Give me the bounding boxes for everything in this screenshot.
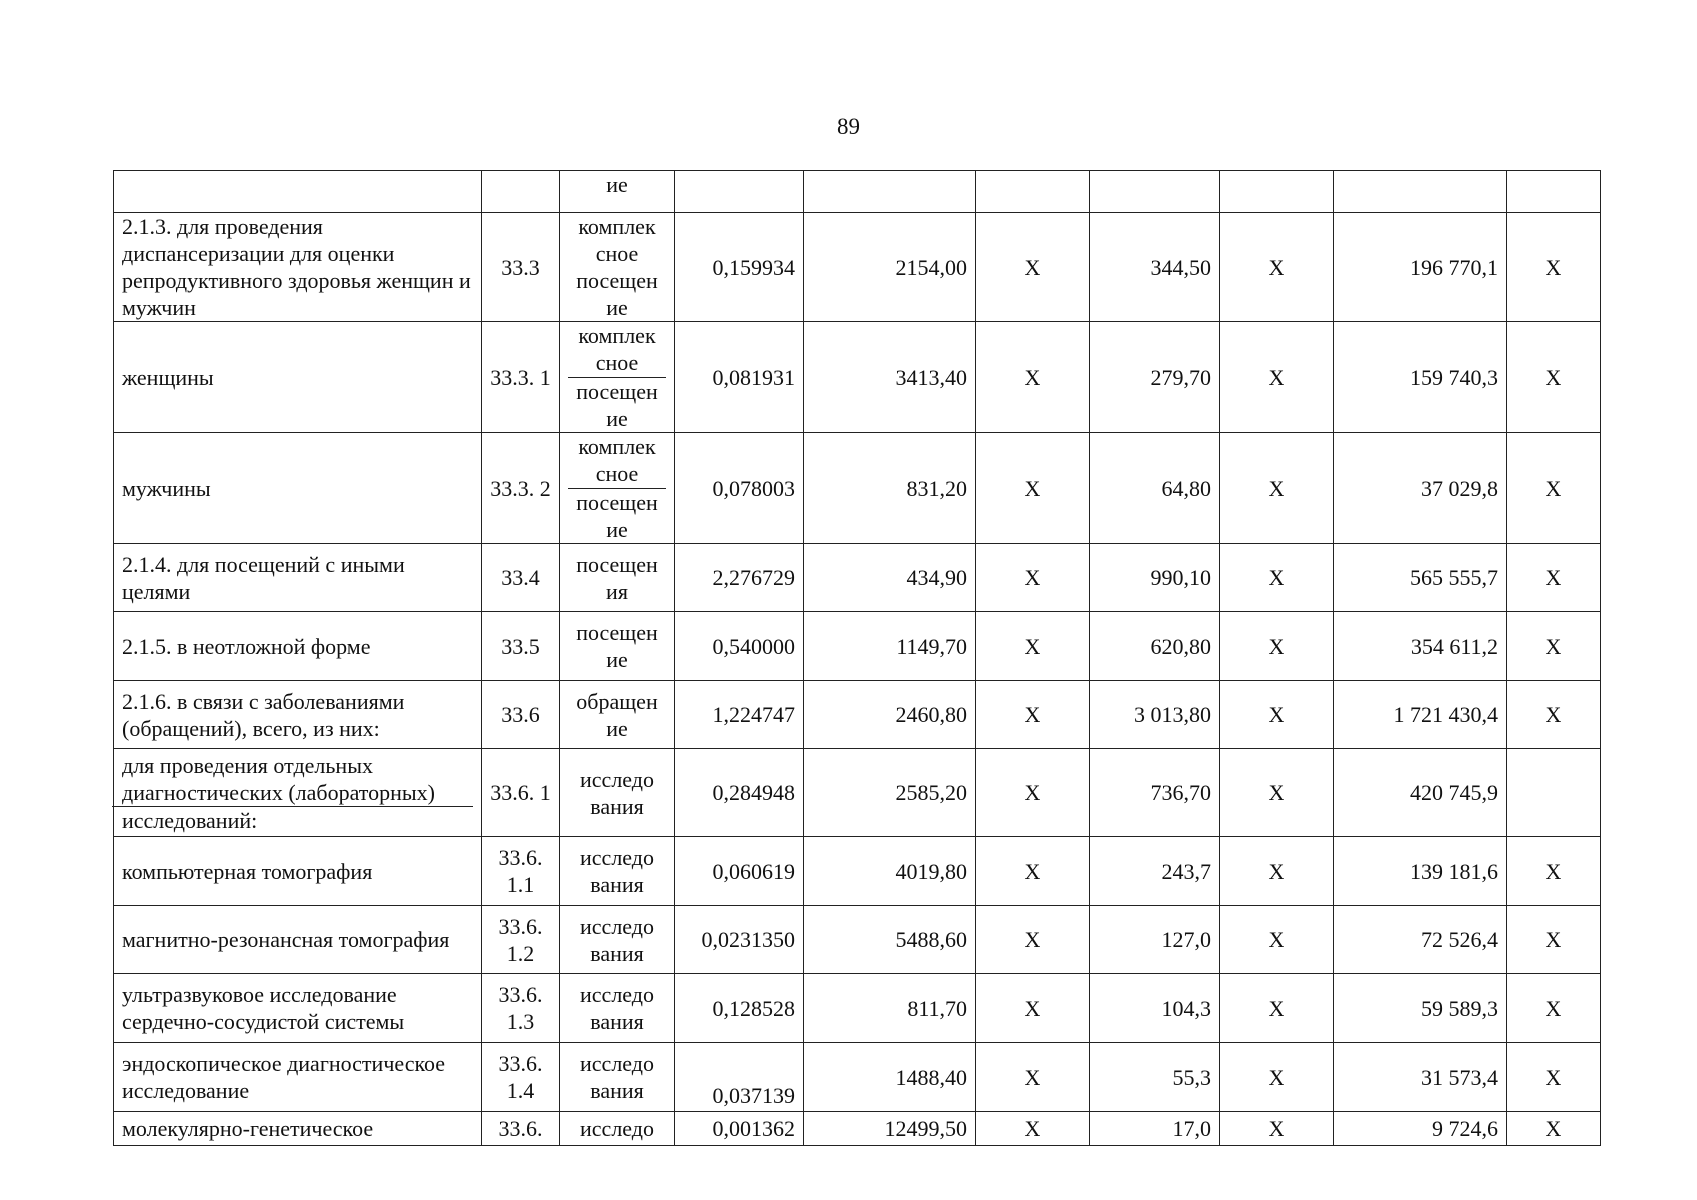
cell-unit-top: комплек сное: [568, 322, 666, 378]
cell-name: [114, 749, 482, 837]
cell-total: 72 526,4: [1334, 906, 1507, 974]
cell-total: [1334, 171, 1507, 213]
table-row: [114, 974, 1601, 1043]
cell-total: 565 555,7: [1334, 544, 1507, 612]
cell-name: магнитно-резонансная томография: [114, 906, 482, 974]
cell-norm: 2,276729: [675, 544, 804, 612]
cell-cost: 4019,80: [804, 837, 976, 906]
cell-name: 2.1.4. для посещений с иными целями: [114, 544, 482, 612]
cell-name: 2.1.3. для проведения диспансеризации для оценки репродуктивного здоровья женщин и мужчин: [114, 213, 482, 322]
cell-norm: 1,224747: [675, 681, 804, 749]
cell-x2: X: [1220, 322, 1334, 433]
cell-x1: X: [976, 1112, 1090, 1146]
cell-x1: X: [976, 749, 1090, 837]
cell-x3: X: [1507, 837, 1601, 906]
table-row-continuation: [114, 171, 1601, 213]
cell-x2: X: [1220, 433, 1334, 544]
table-row: [114, 544, 1601, 612]
cell-unit: посещен ия: [560, 544, 675, 612]
cell-v2: 17,0: [1090, 1112, 1220, 1146]
cell-name: мужчины: [114, 433, 482, 544]
cell-total: 59 589,3: [1334, 974, 1507, 1043]
cell-unit: [560, 322, 675, 433]
cell-code: 33.5: [482, 612, 560, 681]
cell-x3: X: [1507, 544, 1601, 612]
cell-v2: 3 013,80: [1090, 681, 1220, 749]
cell-name: ультразвуковое исследование сердечно-сосудистой системы: [114, 974, 482, 1043]
cell-x2: X: [1220, 681, 1334, 749]
cell-unit-bottom: посещен ие: [576, 489, 658, 542]
cell-unit-top: комплек сное: [568, 433, 666, 489]
cell-cost: 434,90: [804, 544, 976, 612]
cell-cost: 12499,50: [804, 1112, 976, 1146]
cell-cost: 831,20: [804, 433, 976, 544]
cell-unit: комплек сное посещен ие: [560, 213, 675, 322]
cell-x1: X: [976, 322, 1090, 433]
cell-v2: 279,70: [1090, 322, 1220, 433]
cell-x1: X: [976, 906, 1090, 974]
cell-norm: 0,078003: [675, 433, 804, 544]
cell-x2: X: [1220, 1112, 1334, 1146]
cell-norm: 0,037139: [675, 1043, 804, 1112]
table-row: [114, 1112, 1601, 1146]
cell-unit: исследо вания: [560, 974, 675, 1043]
cell-x1: X: [976, 213, 1090, 322]
cell-x3: X: [1507, 213, 1601, 322]
cell-code: 33.6. 1.4: [482, 1043, 560, 1112]
cell-norm: 0,128528: [675, 974, 804, 1043]
cell-x2: X: [1220, 906, 1334, 974]
cell-v2: [1090, 171, 1220, 213]
cell-v2: 243,7: [1090, 837, 1220, 906]
cell-code: 33.3. 2: [482, 433, 560, 544]
cell-norm: 0,284948: [675, 749, 804, 837]
cell-x1: X: [976, 1043, 1090, 1112]
cell-v2: 104,3: [1090, 974, 1220, 1043]
cell-name: женщины: [114, 322, 482, 433]
cell-x1: X: [976, 433, 1090, 544]
cell-total: 1 721 430,4: [1334, 681, 1507, 749]
cell-x2: X: [1220, 213, 1334, 322]
cell-cost: 5488,60: [804, 906, 976, 974]
cell-x3: X: [1507, 322, 1601, 433]
cell-cost: [804, 171, 976, 213]
cell-cost: 1149,70: [804, 612, 976, 681]
cell-x3: X: [1507, 906, 1601, 974]
table-row: [114, 612, 1601, 681]
cell-unit: исследо: [560, 1112, 675, 1146]
cell-total: 31 573,4: [1334, 1043, 1507, 1112]
table-row: [114, 213, 1601, 322]
cell-v2: 344,50: [1090, 213, 1220, 322]
cell-x3: X: [1507, 612, 1601, 681]
cell-code: 33.3: [482, 213, 560, 322]
cell-name: эндоскопическое диагностическое исследование: [114, 1043, 482, 1112]
cell-x2: X: [1220, 1043, 1334, 1112]
cell-x1: X: [976, 974, 1090, 1043]
cell-code: 33.6. 1.3: [482, 974, 560, 1043]
cell-name: [114, 171, 482, 213]
table-row: [114, 681, 1601, 749]
cell-code: 33.6. 1.2: [482, 906, 560, 974]
cell-code: 33.3. 1: [482, 322, 560, 433]
cell-v2: 620,80: [1090, 612, 1220, 681]
cell-code: 33.6. 1: [482, 749, 560, 837]
cell-norm: 0,0231350: [675, 906, 804, 974]
cell-unit: исследо вания: [560, 1043, 675, 1112]
cell-norm: 0,540000: [675, 612, 804, 681]
cell-x1: X: [976, 681, 1090, 749]
cell-unit: обращен ие: [560, 681, 675, 749]
cell-unit: исследо вания: [560, 837, 675, 906]
table-body: [114, 171, 1601, 1146]
table-row: [114, 749, 1601, 837]
cell-x3: X: [1507, 681, 1601, 749]
cell-x3: [1507, 171, 1601, 213]
table-row: [114, 1043, 1601, 1112]
cell-x3: X: [1507, 1043, 1601, 1112]
cell-total: 196 770,1: [1334, 213, 1507, 322]
cell-x1: X: [976, 544, 1090, 612]
cell-name: компьютерная томография: [114, 837, 482, 906]
cell-x1: X: [976, 837, 1090, 906]
cell-unit: исследо вания: [560, 906, 675, 974]
cell-x2: X: [1220, 544, 1334, 612]
cell-x3: [1507, 749, 1601, 837]
cell-code: 33.6.: [482, 1112, 560, 1146]
cell-total: 37 029,8: [1334, 433, 1507, 544]
data-table: [113, 170, 1601, 1146]
cell-name: молекулярно-генетическое: [114, 1112, 482, 1146]
cell-norm: 0,159934: [675, 213, 804, 322]
cell-x2: X: [1220, 749, 1334, 837]
cell-cost: 811,70: [804, 974, 976, 1043]
cell-code: [482, 171, 560, 213]
cell-unit-bottom: посещен ие: [576, 378, 658, 431]
cell-unit: ие: [560, 171, 675, 213]
cell-norm: 0,001362: [675, 1112, 804, 1146]
cell-x1: [976, 171, 1090, 213]
cell-cost: 2154,00: [804, 213, 976, 322]
cell-code: 33.4: [482, 544, 560, 612]
cell-total: 420 745,9: [1334, 749, 1507, 837]
cell-norm: 0,060619: [675, 837, 804, 906]
cell-name-lower: исследований:: [122, 807, 258, 833]
cell-x3: X: [1507, 433, 1601, 544]
cell-v2: 736,70: [1090, 749, 1220, 837]
cell-unit: посещен ие: [560, 612, 675, 681]
cell-unit: исследо вания: [560, 749, 675, 837]
cell-norm: [675, 171, 804, 213]
cell-x2: [1220, 171, 1334, 213]
cell-cost: 3413,40: [804, 322, 976, 433]
cell-x2: X: [1220, 974, 1334, 1043]
cell-name-upper: для проведения отдельных диагностических (лабораторных): [112, 752, 473, 807]
cell-name: 2.1.5. в неотложной форме: [114, 612, 482, 681]
cell-code: 33.6: [482, 681, 560, 749]
cell-total: 159 740,3: [1334, 322, 1507, 433]
cell-total: 9 724,6: [1334, 1112, 1507, 1146]
cell-cost: 2585,20: [804, 749, 976, 837]
cell-v2: 990,10: [1090, 544, 1220, 612]
cell-cost: 1488,40: [804, 1043, 976, 1112]
cell-x1: X: [976, 612, 1090, 681]
cell-x2: X: [1220, 612, 1334, 681]
cell-v2: 55,3: [1090, 1043, 1220, 1112]
cell-v2: 64,80: [1090, 433, 1220, 544]
cell-x3: X: [1507, 974, 1601, 1043]
cell-norm: 0,081931: [675, 322, 804, 433]
table-row: [114, 906, 1601, 974]
cell-x3: X: [1507, 1112, 1601, 1146]
cell-x2: X: [1220, 837, 1334, 906]
page-number: 89: [837, 114, 860, 139]
table-row: [114, 837, 1601, 906]
cell-code: 33.6. 1.1: [482, 837, 560, 906]
cell-v2: 127,0: [1090, 906, 1220, 974]
table-row: [114, 322, 1601, 433]
table-row: [114, 433, 1601, 544]
cell-total: 139 181,6: [1334, 837, 1507, 906]
cell-cost: 2460,80: [804, 681, 976, 749]
cell-unit: [560, 433, 675, 544]
cell-total: 354 611,2: [1334, 612, 1507, 681]
cell-name: 2.1.6. в связи с заболеваниями (обращений), всего, из них:: [114, 681, 482, 749]
